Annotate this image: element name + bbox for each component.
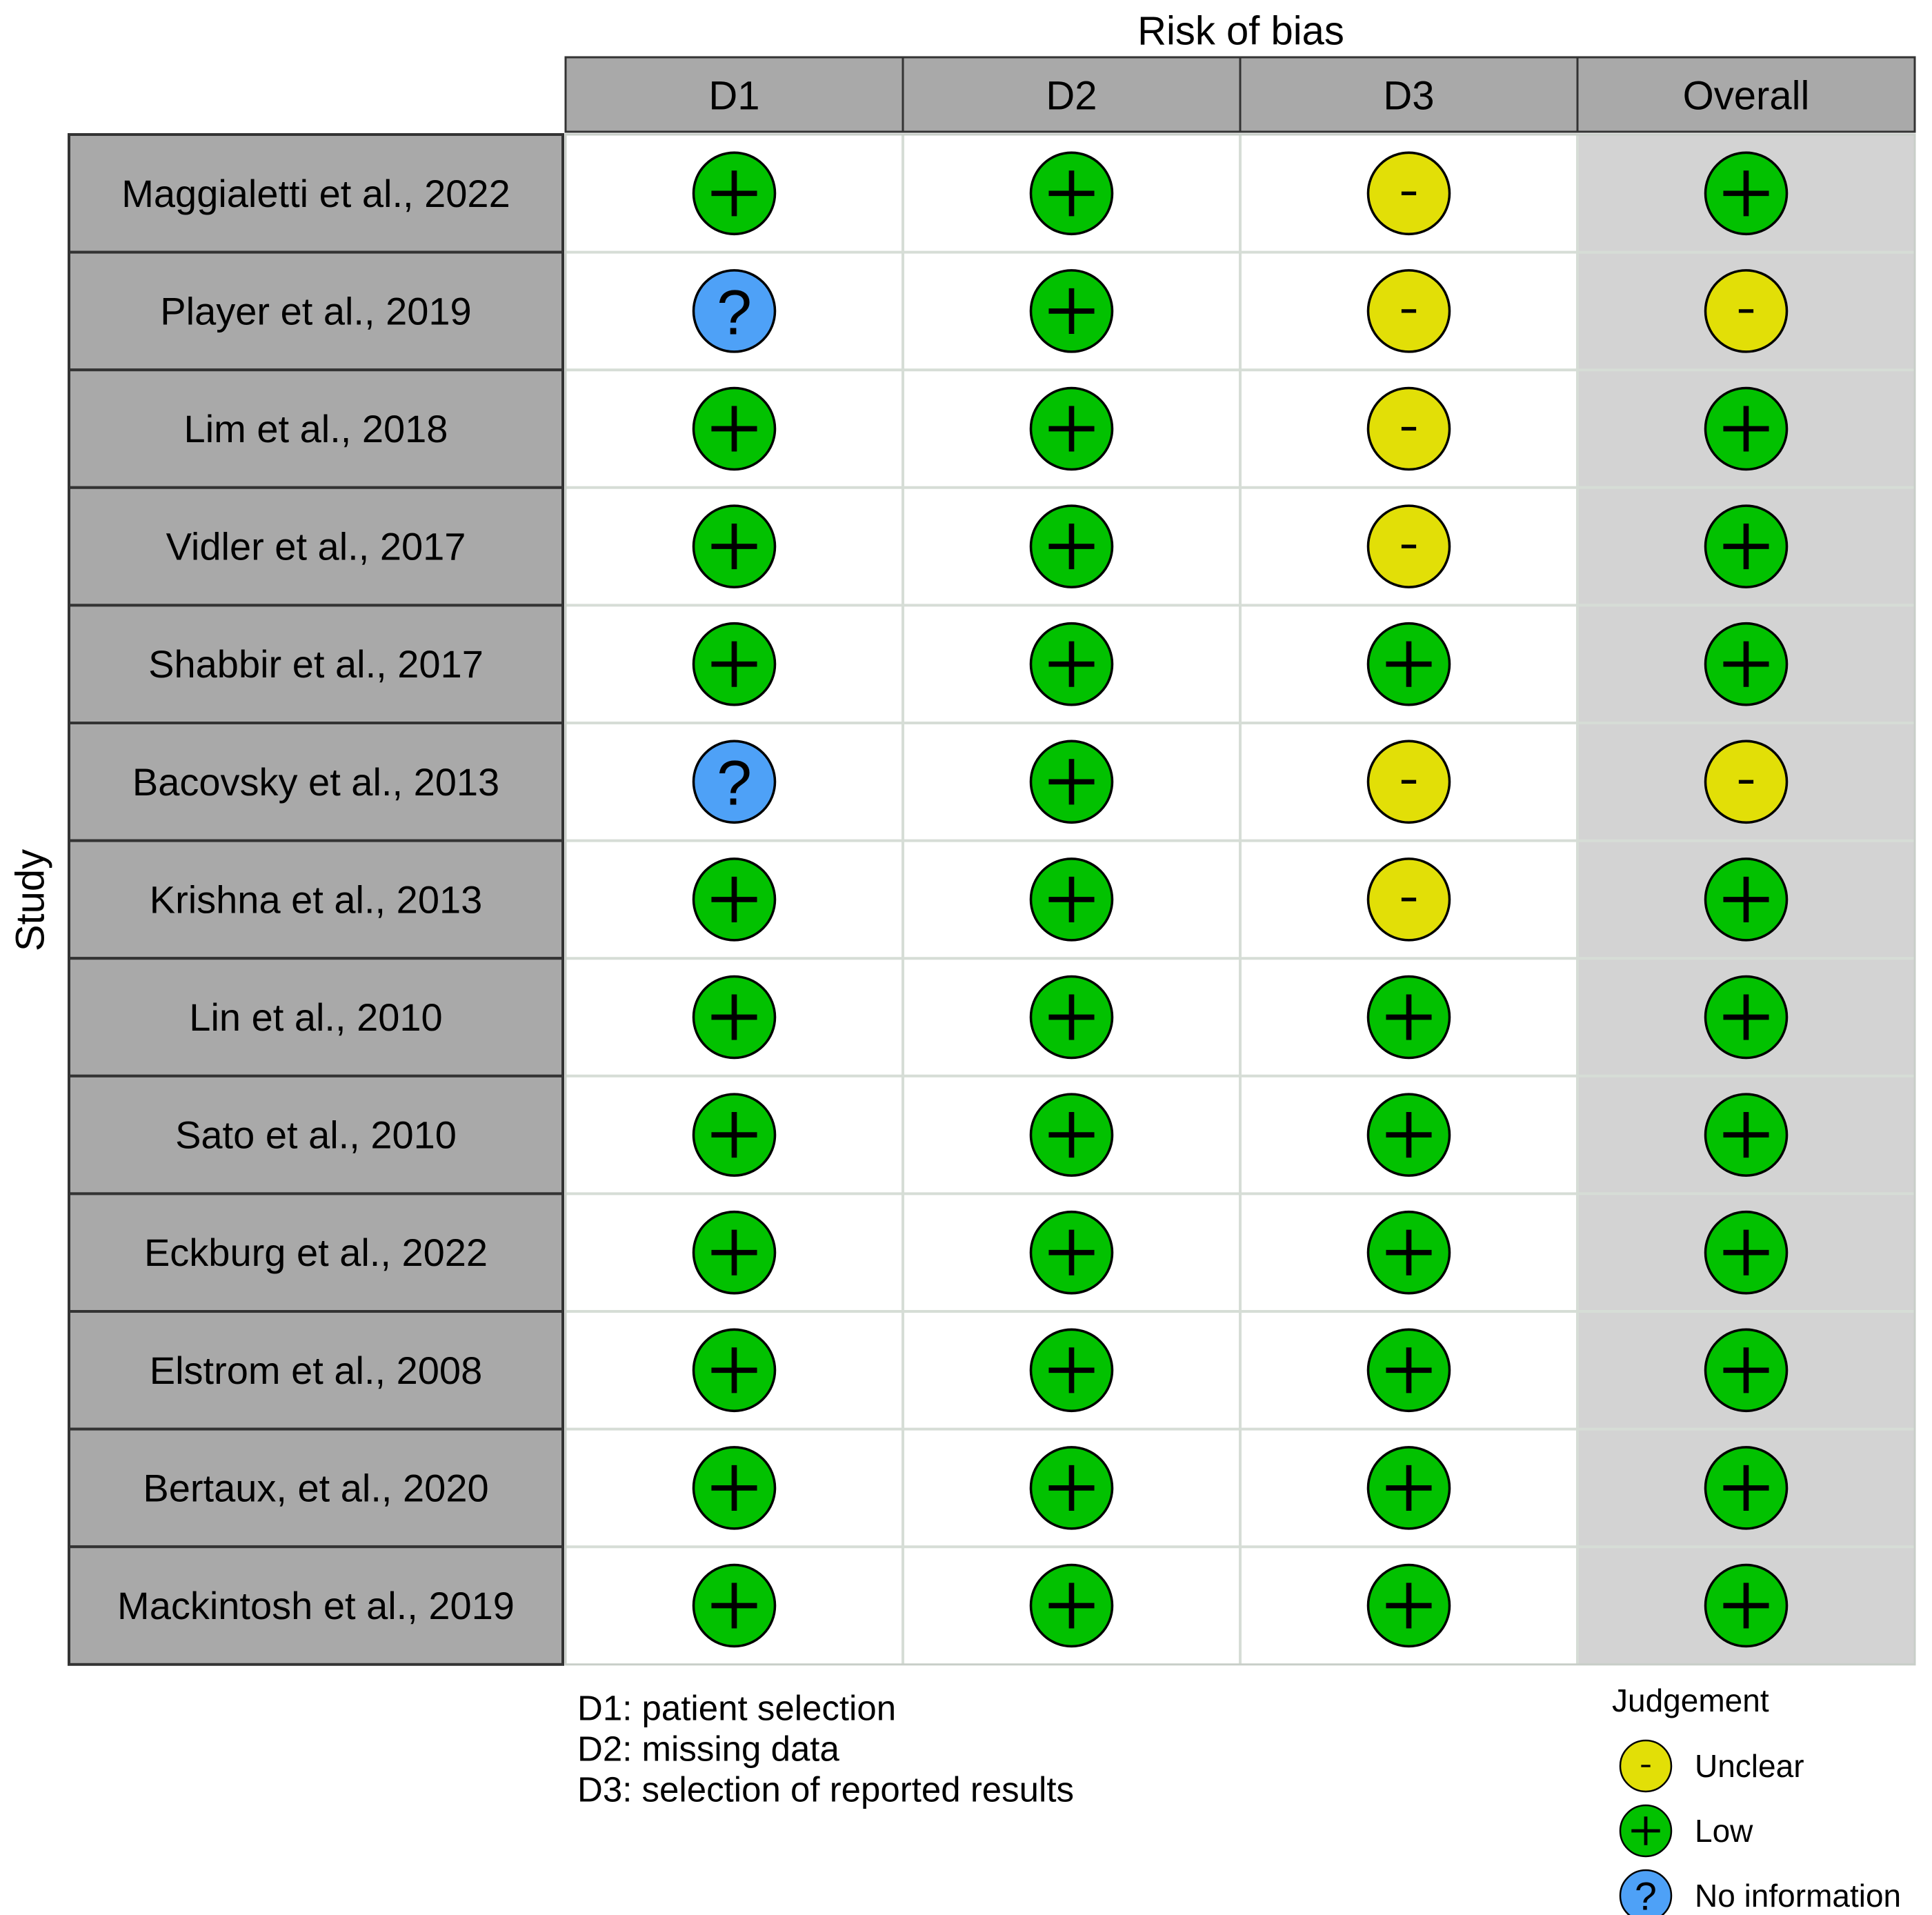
low-mark	[1706, 1447, 1787, 1529]
study-label: Mackintosh et al., 2019	[117, 1584, 515, 1627]
domain-note: D3: selection of reported results	[577, 1769, 1075, 1809]
column-header-label: D1	[708, 73, 760, 119]
low-mark	[1706, 152, 1787, 234]
study-label: Lim et al., 2018	[183, 407, 448, 450]
low-mark	[1031, 624, 1113, 705]
low-mark	[1031, 859, 1113, 940]
study-label: Bacovsky et al., 2013	[132, 760, 500, 804]
low-mark	[694, 1329, 775, 1411]
unclear-mark	[1368, 506, 1450, 587]
study-label: Maggialetti et al., 2022	[121, 171, 510, 215]
low-mark	[694, 1094, 775, 1175]
low-mark	[1368, 977, 1450, 1058]
no-information-legend-symbol	[1620, 1870, 1671, 1915]
low-mark	[1706, 977, 1787, 1058]
low-mark	[694, 1565, 775, 1647]
low-mark	[694, 1447, 775, 1529]
study-label: Elstrom et al., 2008	[149, 1348, 483, 1392]
low-mark	[1031, 388, 1113, 470]
low-mark	[1706, 1212, 1787, 1293]
legend-label: Low	[1695, 1813, 1753, 1849]
low-mark	[694, 624, 775, 705]
low-mark	[1031, 1094, 1113, 1175]
low-mark	[1031, 152, 1113, 234]
unclear-mark	[1368, 152, 1450, 234]
low-mark	[1706, 624, 1787, 705]
low-mark	[694, 506, 775, 587]
low-mark	[1706, 388, 1787, 470]
low-mark	[1368, 1094, 1450, 1175]
low-mark	[1368, 1212, 1450, 1293]
low-mark	[1031, 1212, 1113, 1293]
low-mark	[1031, 977, 1113, 1058]
low-mark	[1368, 624, 1450, 705]
low-legend-symbol	[1620, 1805, 1671, 1856]
column-header-label: D2	[1046, 73, 1097, 119]
low-mark	[694, 977, 775, 1058]
legend-title: Judgement	[1612, 1683, 1769, 1718]
column-header-label: D3	[1383, 73, 1435, 119]
study-label: Eckburg et al., 2022	[143, 1231, 488, 1275]
low-mark	[1706, 859, 1787, 940]
low-mark	[694, 859, 775, 940]
low-mark	[1031, 506, 1113, 587]
low-mark	[1706, 1094, 1787, 1175]
study-label: Player et al., 2019	[160, 289, 472, 333]
column-headers	[566, 57, 1915, 132]
legend-label: Unclear	[1695, 1748, 1804, 1784]
study-label: Shabbir et al., 2017	[148, 642, 484, 686]
unclear-mark	[1706, 741, 1787, 822]
unclear-legend-symbol	[1620, 1740, 1671, 1792]
study-label: Sato et al., 2010	[175, 1113, 457, 1157]
no-information-mark	[694, 270, 775, 352]
legend-symbol-symbol: ?	[1635, 1874, 1657, 1915]
study-label: Lin et al., 2010	[189, 995, 443, 1039]
domain-note: D2: missing data	[577, 1729, 839, 1769]
study-label: Krishna et al., 2013	[149, 877, 483, 922]
study-labels	[69, 135, 563, 1665]
low-mark	[1031, 270, 1113, 352]
domain-notes	[577, 1689, 1074, 1809]
mark-symbol: ?	[717, 748, 752, 819]
legend-label: No information	[1695, 1878, 1902, 1914]
study-label: Bertaux, et al., 2020	[143, 1466, 489, 1510]
low-mark	[1706, 506, 1787, 587]
low-mark	[1031, 741, 1113, 822]
row-axis-label: Study	[8, 849, 53, 952]
low-mark	[1031, 1447, 1113, 1529]
mark-symbol: ?	[717, 277, 752, 348]
low-mark	[1368, 1447, 1450, 1529]
study-label: Vidler et al., 2017	[166, 524, 466, 568]
low-mark	[1706, 1329, 1787, 1411]
unclear-mark	[1368, 859, 1450, 940]
low-mark	[1368, 1329, 1450, 1411]
chart-title: Risk of bias	[1137, 8, 1344, 54]
low-mark	[694, 388, 775, 470]
no-information-mark	[694, 741, 775, 822]
unclear-mark	[1368, 270, 1450, 352]
low-mark	[1368, 1565, 1450, 1647]
unclear-mark	[1706, 270, 1787, 352]
low-mark	[1031, 1565, 1113, 1647]
low-mark	[694, 1212, 775, 1293]
unclear-mark	[1368, 741, 1450, 822]
low-mark	[1706, 1565, 1787, 1647]
low-mark	[1031, 1329, 1113, 1411]
domain-note: D1: patient selection	[577, 1688, 897, 1728]
legend	[1620, 1740, 1901, 1915]
low-mark	[694, 152, 775, 234]
unclear-mark	[1368, 388, 1450, 470]
column-header-label: Overall	[1682, 73, 1810, 119]
